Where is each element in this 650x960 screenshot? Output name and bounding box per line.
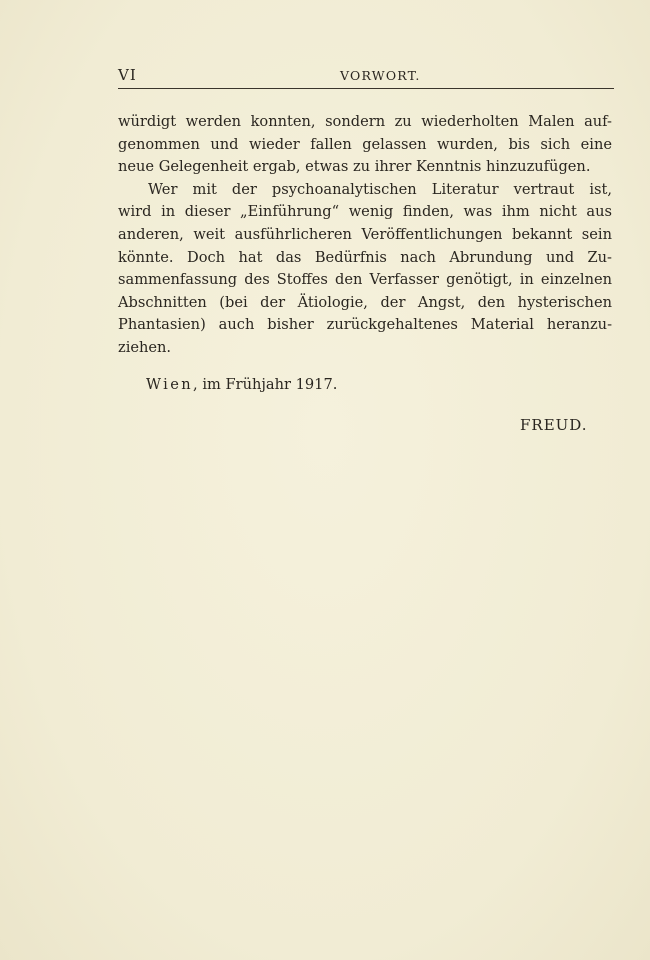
author-signature: FREUD. [520,416,588,434]
body-text [118,111,612,360]
page-header [118,66,614,89]
text-line: würdigt werden konnten, sondern zu wiederholten Malen auf- [118,113,612,130]
text-line: ziehen. [118,338,172,356]
page-number: VI [118,66,137,84]
text-line: anderen, weit ausführlicheren Veröffentlichungen bekannt sein [118,225,612,243]
text-line: sammenfassung des Stoffes den Verfasser genötigt, in einzelnen [118,271,612,289]
dateline [146,374,337,396]
running-head: VORWORT. [340,68,421,83]
text-line: neue Gelegenheit ergab, etwas zu ihrer Kenntnis hinzuzufügen. [118,158,591,176]
text-line: Abschnitten (bei der Ätiologie, der Angst, den hysterischen [118,293,612,311]
text-line: wird in dieser „Einführung“ wenig finden, was ihm nicht aus [118,203,612,221]
text-line: könnte. Doch hat das Bedürfnis nach Abrundung und Zu- [118,248,612,266]
text-line: Phantasien) auch bisher zurückgehaltenes Material heranzu- [118,316,612,334]
dateline-date: , im Frühjahr 1917. [193,376,338,393]
text-line: Wer mit der psychoanalytischen Literatur vertraut ist, [148,180,612,198]
dateline-place: Wien [146,376,194,393]
text-line: genommen und wieder fallen gelassen wurden, bis sich eine [118,135,612,153]
